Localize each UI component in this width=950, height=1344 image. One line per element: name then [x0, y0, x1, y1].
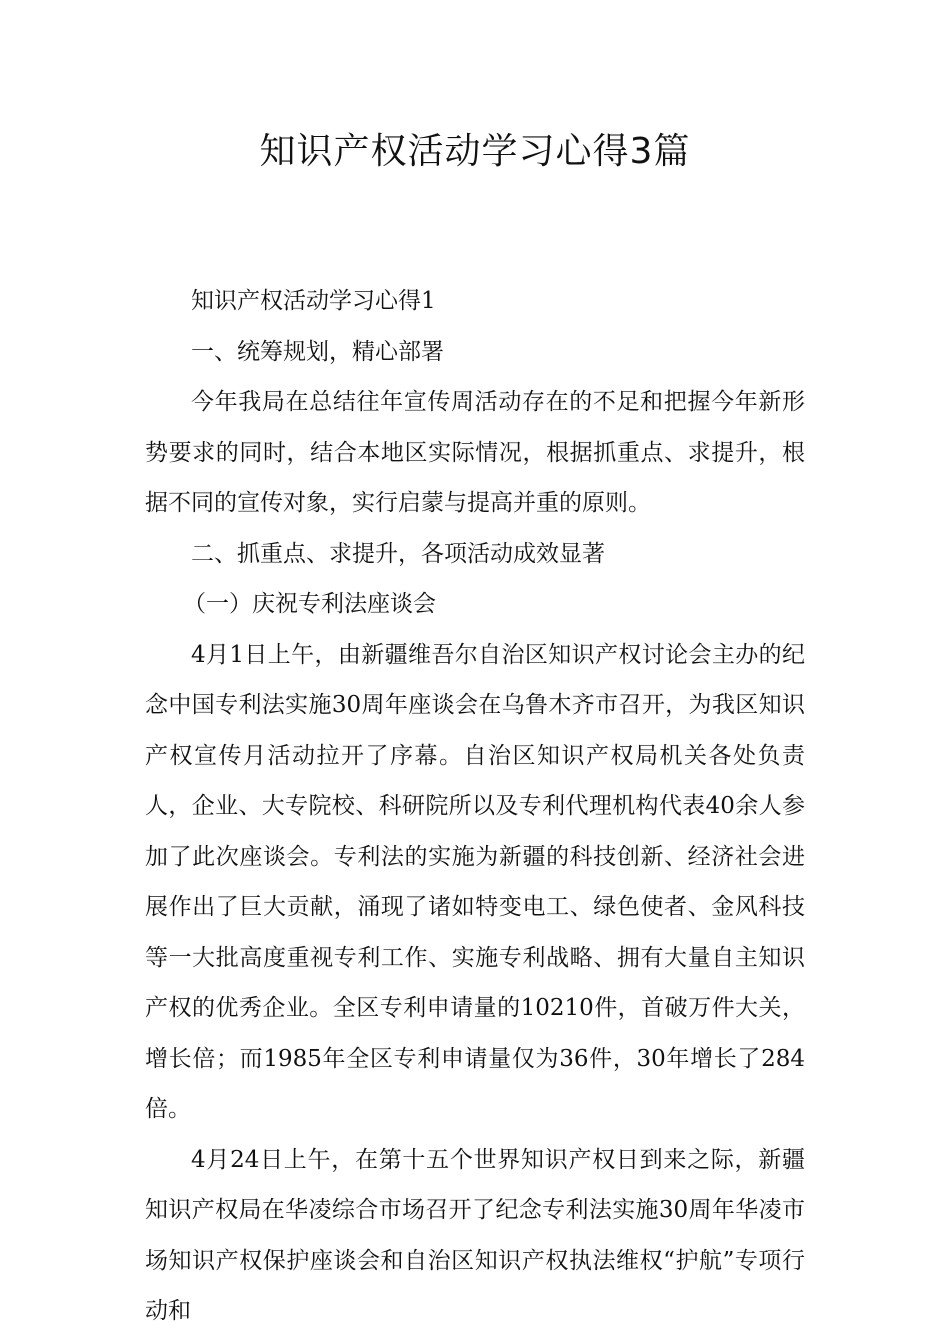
- subsection-heading: （一）庆祝专利法座谈会: [183, 591, 436, 617]
- document-body: [145, 276, 805, 1337]
- section-heading: 知识产权活动学习心得1: [191, 288, 436, 314]
- body-paragraph: 今年我局在总结往年宣传周活动存在的不足和把握今年新形势要求的同时，结合本地区实际情况，根据抓重点、求提升，根据不同的宣传对象，实行启蒙与提高并重的原则。: [145, 389, 805, 516]
- document-title: 知识产权活动学习心得3篇: [259, 131, 691, 172]
- body-paragraph: 4月1日上午，由新疆维吾尔自治区知识产权讨论会主办的纪念中国专利法实施30周年座谈会在乌鲁木齐市召开，为我区知识产权宣传月活动拉开了序幕。自治区知识产权局机关各处负责人，企业、大专院校、科研院所以及专利代理机构代表40余人参加了此次座谈会。专利法的实施为新疆的科技创新、经济社会进展作出了巨大贡献，涌现了诸如特变电工、绿色使者、金风科技等一大批高度重视专利工作、实施专利战略、拥有大量自主知识产权的优秀企业。全区专利申请量的10210件，首破万件大关，增长倍；而1985年全区专利申请量仅为36件，30年增长了284倍。: [145, 641, 805, 1122]
- body-paragraph: 4月24日上午，在第十五个世界知识产权日到来之际，新疆知识产权局在华凌综合市场召开了纪念专利法实施30周年华凌市场知识产权保护座谈会和自治区知识产权执法维权“护航”专项行动和: [145, 1146, 805, 1324]
- subsection-heading: 一、统筹规划，精心部署: [191, 338, 444, 365]
- subsection-heading: 二、抓重点、求提升，各项活动成效显著: [191, 540, 605, 567]
